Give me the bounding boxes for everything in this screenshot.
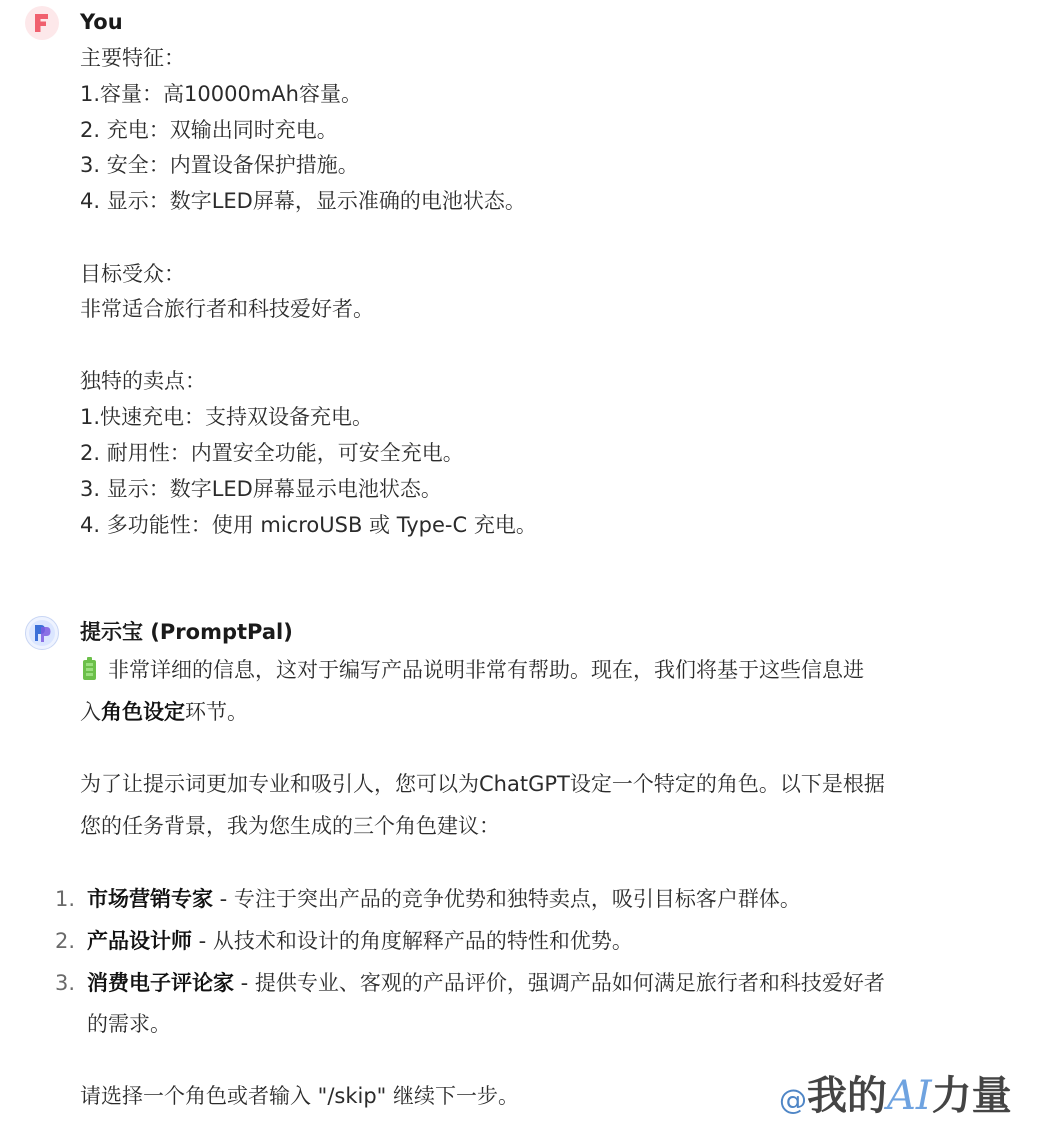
- user-avatar: [25, 6, 59, 40]
- intro-text-post: 环节。: [185, 700, 248, 724]
- list-item: [55, 884, 801, 914]
- assistant-intro-line: [80, 655, 864, 685]
- assistant-author-name: 提示宝 (PromptPal): [80, 620, 293, 644]
- list-number: 3.: [55, 971, 76, 995]
- user-line: 非常适合旅行者和科技爱好者。: [80, 297, 374, 321]
- closing-prompt: 请选择一个角色或者输入 "/skip" 继续下一步。: [80, 1084, 520, 1108]
- list-item: [55, 926, 633, 956]
- watermark-ai: AI: [887, 1073, 932, 1119]
- assistant-paragraph-line: 为了让提示词更加专业和吸引人，您可以为ChatGPT设定一个特定的角色。以下是根据: [80, 772, 885, 796]
- user-line: 4. 多功能性：使用 microUSB 或 Type-C 充电。: [80, 513, 537, 537]
- user-line: 2. 充电：双输出同时充电。: [80, 118, 338, 142]
- user-line: 目标受众：: [80, 262, 185, 286]
- user-line: 1.快速充电：支持双设备充电。: [80, 405, 374, 429]
- list-number: 2.: [55, 929, 76, 953]
- watermark: [779, 1068, 1012, 1128]
- role-setting-highlight: 角色设定: [101, 700, 185, 724]
- user-line: 主要特征：: [80, 46, 185, 70]
- role-description: - 从技术和设计的角度解释产品的特性和优势。: [192, 929, 633, 953]
- intro-text: 非常详细的信息，这对于编写产品说明非常有帮助。现在，我们将基于这些信息进: [108, 658, 864, 682]
- user-line: 1.容量：高10000mAh容量。: [80, 82, 362, 106]
- user-line: 2. 耐用性：内置安全功能，可安全充电。: [80, 441, 464, 465]
- promptpal-logo-icon: [27, 618, 57, 648]
- role-title: 市场营销专家: [87, 887, 213, 911]
- assistant-paragraph-line: 您的任务背景，我为您生成的三个角色建议：: [80, 814, 500, 838]
- role-title: 产品设计师: [87, 929, 192, 953]
- role-description: - 专注于突出产品的竞争优势和独特卖点，吸引目标客户群体。: [213, 887, 801, 911]
- list-item: [55, 968, 885, 998]
- user-line: 独特的卖点：: [80, 369, 206, 393]
- user-line: 3. 安全：内置设备保护措施。: [80, 153, 359, 177]
- watermark-text: 我的: [807, 1072, 887, 1119]
- user-author-name: You: [80, 10, 123, 34]
- user-line: 3. 显示：数字LED屏幕显示电池状态。: [80, 477, 442, 501]
- intro-text-pre: 入: [80, 700, 101, 724]
- role-description: - 提供专业、客观的产品评价，强调产品如何满足旅行者和科技爱好者: [234, 971, 885, 995]
- promptpal-avatar: [25, 616, 59, 650]
- assistant-intro-line: [80, 697, 248, 727]
- user-line: 4. 显示：数字LED屏幕，显示准确的电池状态。: [80, 189, 526, 213]
- battery-icon: [83, 660, 96, 680]
- list-number: 1.: [55, 887, 76, 911]
- f-logo-icon: [32, 12, 52, 34]
- watermark-at: @: [779, 1083, 807, 1116]
- watermark-text: 力量: [931, 1072, 1012, 1119]
- role-title: 消费电子评论家: [87, 971, 234, 995]
- list-item-continuation: 的需求。: [87, 1012, 171, 1036]
